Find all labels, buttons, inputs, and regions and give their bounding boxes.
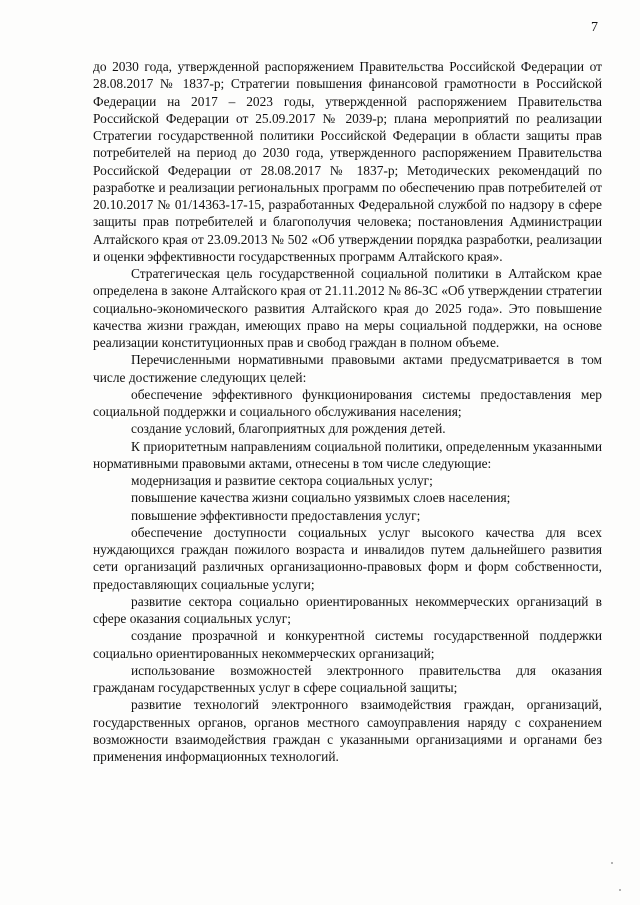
scan-speck <box>619 889 621 891</box>
page-number: 7 <box>591 20 598 35</box>
priority-item: развитие сектора социально ориентированных некоммерческих организаций в сфере оказания социальных услуг; <box>93 593 602 626</box>
priority-item: повышение качества жизни социально уязвимых слоев населения; <box>131 490 511 506</box>
priority-item: создание прозрачной и конкурентной системы государственной поддержки социально ориентированных некоммерческих организаций; <box>93 628 602 661</box>
paragraph-legal-basis-continued: до 2030 года, утвержденной распоряжением Правительства Российской Федерации от 28.08.2017 № 1837-р; Стратегии повышения финансовой грамотности в Российской Федерации на 2017 – 2023 годы, утвержденной распоряжением Правительства Российской Федерации от 25.09.2017 № 2039-р; плана мероприятий по реализации Стратегии государственной политики Российской Федерации в области защиты прав потребителей на период до 2030 года, утвержденного распоряжением Правительства Российской Федерации от 28.08.2017 № 1837-р; Методических рекомендаций по разработке и реализации региональных программ по обеспечению прав потребителей от 20.10.2017 № 01/14363-17-15, разработанных Федеральной службой по надзору в сфере защиты прав потребителей и благополучия человека; постановления Администрации Алтайского края от 23.09.2013 № 502 «Об утверждении порядка разработки, реализации и оценки эффективности государственных программ Алтайского края». <box>93 59 602 264</box>
goal-item: создание условий, благоприятных для рождения детей. <box>131 421 446 437</box>
priority-item: модернизация и развитие сектора социальных услуг; <box>131 473 433 488</box>
priority-item: использование возможностей электронного правительства для оказания гражданам государственных услуг в сфере социальной защиты; <box>93 662 602 695</box>
priority-item: повышение эффективности предоставления услуг; <box>131 507 421 523</box>
goal-item: обеспечение эффективного функционирования системы предоставления мер социальной поддержки и социального обслуживания населения; <box>93 386 602 419</box>
priority-item: развитие технологий электронного взаимодействия граждан, организаций, государственных органов, органов местного самоуправления наряду с сохранением возможности взаимодействия граждан с указанными организациями и органами без применения информационных технологий. <box>93 697 602 764</box>
scan-speck <box>611 862 613 864</box>
paragraph-goals-intro: Перечисленными нормативными правовыми актами предусматривается в том числе достижение следующих целей: <box>93 352 602 385</box>
paragraph-priorities-intro: К приоритетным направлениям социальной политики, определенным указанными нормативными правовыми актами, отнесены в том числе следующие: <box>93 438 602 471</box>
document-body <box>93 58 602 765</box>
paragraph-strategic-goal: Стратегическая цель государственной социальной политики в Алтайском крае определена в законе Алтайского края от 21.11.2012 № 86-ЗС «Об утверждении стратегии социально-экономического развития Алтайского края до 2025 года». Это повышение качества жизни граждан, имеющих право на меры социальной поддержки, на основе реализации конституционных прав и свобод граждан в полном объеме. <box>93 266 602 350</box>
priority-item: обеспечение доступности социальных услуг высокого качества для всех нуждающихся граждан пожилого возраста и инвалидов путем дальнейшего развития сети организаций различных организационно-правовых форм и форм собственности, предоставляющих социальные услуги; <box>93 524 602 592</box>
